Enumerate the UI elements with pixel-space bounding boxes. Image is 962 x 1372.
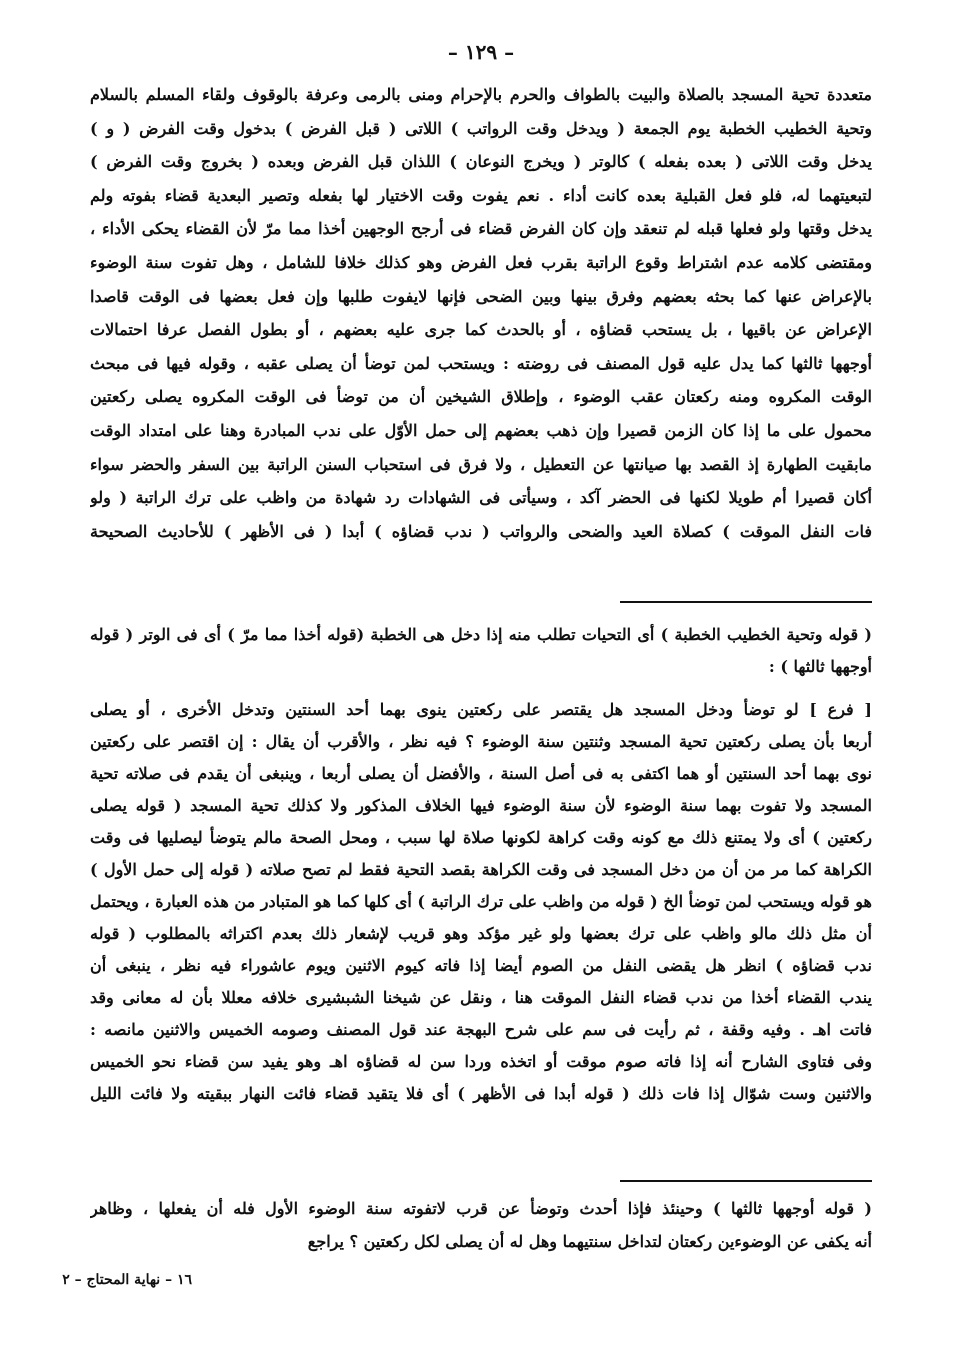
main-line: يدخل وقتها ولو فعلها قبله لم تنعقد وإن كان الفرض قضاء فى أرجح الوجهين أخذا مما مرّ لأن القضاء يحكى الأداء ، [90,219,872,239]
commentary-line: الكراهة كما مر من أن من دخل المسجد فى وقت الكراهة بقصد التحية فقط لم تصح صلاته ( قوله إلى حمل الأول ) [90,860,872,879]
commentary-line: والاثنين وست شوّال إذا فات ذلك ( قوله أبدا فى الأظهر ) أى فلا يتقيد قضاء فائت النهار ببقيته ولا فائت الليل [90,1084,872,1103]
main-line: فات النفل الموقت ) كصلاة العيد والضحى والرواتب ( ندب قضاؤه ) أبدا ( فى الأظهر ) للأحاديث الصحيحة [90,521,872,541]
main-line: يدخل وقت اللاتى ( بعده بفعله ) كالوتر ( ويخرج النوعان ) اللذان قبل الفرض وبعده ( بخروج وقت الفرض ) [90,152,872,172]
page-number: – ١٢٩ – [447,40,515,64]
commentary-line: المسجد ولا تفوت بهما سنة الوضوء لأن سنة الوضوء فيها الخلاف المذكور ولا كذلك تحية المسجد ( قوله يصلى [90,796,872,815]
main-line: الإعراض عن باقيها ، بل يستحب قضاؤه ، أو بالحدث كما جرى عليه بعضهم ، أو بطول الفصل عرفا احتمالات [90,320,872,340]
main-line: محمول على ما إذا كان الزمن قصيرا وإن ذهب بعضهم إلى حمل الأوّل على ندب المبادرة وهنا على امتداد الوقت [90,420,872,440]
commentary-line: ندب قضاؤه ) انظر هل يقضى النفل من الصوم أيضا إذا فاته كيوم الاثنين ويوم عاشوراء فيه نظر ، ينبغى أن [90,956,872,975]
commentary-line: ( قوله أوجهها ثالثها ) وحينئذ فإذا أحدث وتوضأ عن قرب لاتفوته سنة الوضوء الأول فله أن يفعلها ، وظاهر [90,1199,872,1218]
commentary-line: هو قوله ويستحب لمن توضأ الخ ( قوله من واظب على ترك الراتبة ) أى كلها كما هو المتبادر من هذه العبارة ، ويحتمل [90,892,872,911]
printer-signature: ١٦ – نهاية المحتاج – ٢ [62,1272,192,1288]
commentary-line: يندب القضاء أخذا من ندب قضاء النفل الموقت هنا ، ونقل عن شيخنا الشبشيرى خلافه معللا بأن له معانى وقد [90,988,872,1007]
commentary-line: فاتت اهـ . وفيه وقفة ، ثم رأيت فى سم على شرح البهجة عند قول المصنف وصومه الخميس والاثنين مانصه : [90,1020,872,1039]
commentary-line: أنه يكفى عن الوضوءين ركعتان لتداخل سنتيهما وهل له أن يصلى لكل ركعتين ؟ يراجع [307,1232,872,1251]
commentary-line: أوجهها ثالثها ) : [768,657,872,676]
main-line: أكان قصيرا أم طويلا لكنها فى الحضر آكد ، وسيأتى فى الشهادات رد شهادة من واظب على ترك الراتبة ( ولو [90,488,872,508]
commentary-block-1 [90,619,872,683]
main-line: أوجهها ثالثها كما يدل عليه قول المصنف فى روضته : ويستحب لمن توضأ أن يصلى عقبه ، وقوله فيها فى مبحث [90,353,872,373]
commentary-line: نوى بهما أحد السنتين أو هما اكتفى به فى أصل السنة ، والأفضل أن يصلى أربعا ، وينبغى أن يقدم فى صلاته تحية [90,764,872,783]
separator-rule [620,601,872,603]
commentary-line: [ فرع ] لو توضأ ودخل المسجد هل يقتصر على ركعتين ينوى بهما أحد السنتين وتدخل الأخرى ، أو يصلى [90,700,872,719]
main-line: ومقتضى كلامه عدم اشتراط وقوع الراتبة بقرب فعل الفرض وهو كذلك خلافا للشامل ، وهل تفوت سنة الوضوء [90,252,872,272]
commentary-line: وفى فتاوى الشارح أنه إذا فاته صوم موقت أو اتخذه وردا سن له قضاؤه اهـ وهو يفيد سن قضاء نحو الخميس [90,1052,872,1071]
commentary-line: أن مثل ذلك مالو واظب على ترك بعضها ولو غير مؤكد وهو قريب لإشعار ذلك بعدم اكتراثه بالمطلوب ( قوله [90,924,872,943]
commentary-line: ركعتين ) أى ولا يمتنع ذلك مع كونه وقت كراهة لكونها صلاة لها سبب ، ومحل الصحة مالم يتوضأ ليصليها فى وقت [90,828,872,847]
commentary-block-2 [90,694,872,1110]
main-line: متعددة تحية المسجد بالصلاة والبيت بالطواف والحرم بالإحرام ومنى بالرمى وعرفة بالوقوف ولقاء المسلم بالسلام [90,85,872,104]
separator-rule [620,1180,872,1182]
main-line: بالإعراض عنها كما بحثه بعضهم وفرق بينها وبين الضحى فإنها لايفوت طلبها وإن فعل بعضها فى الوقت قاصدا [90,286,872,306]
main-line: الوقت المكروه ومنه ركعتان عقب الوضوء ، وإطلاق الشيخين أن من توضأ فى الوقت المكروه يصلى ركعتين [90,387,872,407]
commentary-block-3 [90,1192,872,1258]
commentary-line: أربعا بأن يصلى ركعتين تحية المسجد وثنتين سنة الوضوء ؟ فيه نظر ، والأقرب أن يقال : إن اقتصر على ركعتين [90,732,872,751]
main-line: وتحية الخطيب الخطبة يوم الجمعة ( ويدخل وقت الرواتب ) اللاتى ( قبل الفرض ) بدخول وقت الفرض ( و ) [90,118,872,138]
main-line: لتبعيتهما له، فلو فعل القبلية بعده كانت أداء . نعم يفوت وقت الاختيار لها بفعله وتصير البعدية قضاء بفوته ولم [90,185,872,205]
commentary-line: ( قوله وتحية الخطيب الخطبة ) أى التحيات تطلب منه إذا دخل هى الخطبة (قوله أخذا مما مرّ ) أى فى الوتر ( قوله [90,625,872,644]
main-text [90,78,872,548]
main-line: مابقيت الطهارة إذ القصد بها صيانتها عن التعطيل ، ولا فرق فى استحباب السنن الراتبة بين السفر والحضر سواء [90,454,872,474]
